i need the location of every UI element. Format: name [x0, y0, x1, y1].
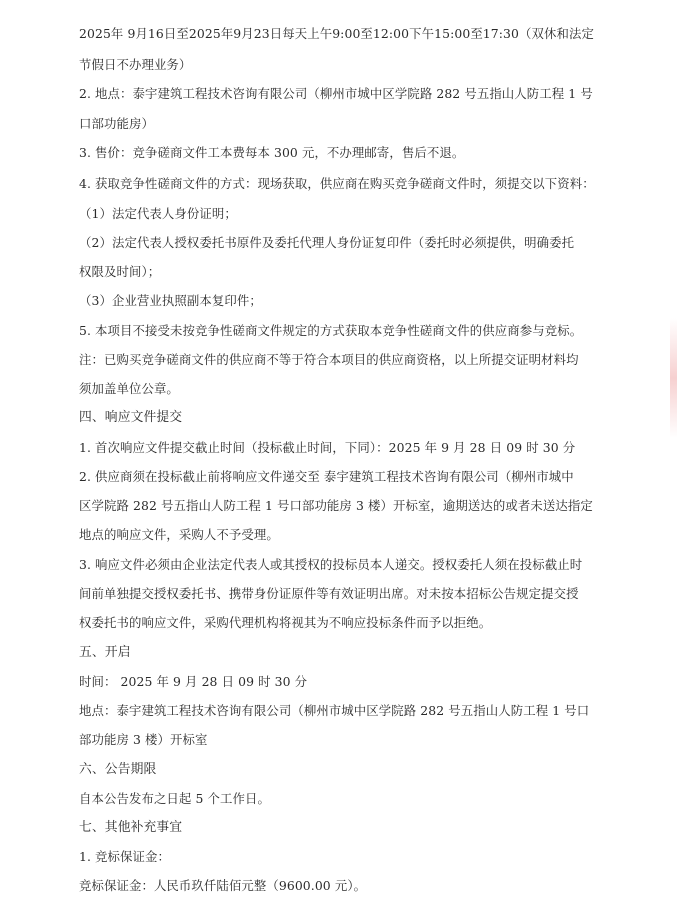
doc-line-6: 4. 获取竞争性磋商文件的方式：现场获取，供应商在购买竞争磋商文件时，须提交以下资料： [79, 176, 595, 191]
doc-line-2: 节假日不办理业务） [79, 57, 192, 72]
doc-line-9: 权限及时间）； [79, 264, 161, 279]
doc-line-4: 口部功能房） [79, 116, 154, 131]
doc-line-10: （3）企业营业执照副本复印件； [79, 293, 262, 308]
doc-line-7: （1）法定代表人身份证明； [79, 206, 237, 221]
doc-line-15: 1. 首次响应文件提交截止时间（投标截止时间，下同）：2025 年 9 月 28 日 09 时 30 分 [79, 440, 576, 455]
doc-line-12: 注：已购买竞争磋商文件的供应商不等于符合本项目的供应商资格，以上所提交证明材料均 [79, 352, 579, 367]
doc-line-17: 区学院路 282 号五指山人防工程 1 号口部功能房 3 楼）开标室，逾期送达的或者未送达指定 [79, 498, 593, 513]
doc-line-27: 自本公告发布之日起 5 个工作日。 [79, 791, 270, 806]
doc-line-1: 2025年 9月16日至2025年9月23日每天上午9:00至12:00下午15:00至17:30（双休和法定 [79, 26, 594, 41]
doc-line-3: 2. 地点：泰宇建筑工程技术咨询有限公司（柳州市城中区学院路 282 号五指山人防工程 1 号 [79, 86, 593, 101]
doc-line-24: 地点：泰宇建筑工程技术咨询有限公司（柳州市城中区学院路 282 号五指山人防工程 1 号口 [79, 703, 590, 718]
doc-line-23: 时间： 2025 年 9 月 28 日 09 时 30 分 [79, 674, 308, 689]
doc-line-11: 5. 本项目不接受未按竞争性磋商文件规定的方式获取本竞争性磋商文件的供应商参与竞标。 [79, 323, 583, 338]
section-heading-5: 五、开启 [79, 645, 131, 660]
doc-line-30: 竞标保证金：人民币玖仟陆佰元整（9600.00 元）。 [79, 878, 367, 893]
doc-line-25: 部功能房 3 楼）开标室 [79, 732, 208, 747]
section-heading-6: 六、公告期限 [79, 762, 157, 777]
doc-line-16: 2. 供应商须在投标截止前将响应文件递交至 泰宇建筑工程技术咨询有限公司（柳州市城中 [79, 469, 574, 484]
doc-line-18: 地点的响应文件，采购人不予受理。 [79, 527, 279, 542]
section-heading-4: 四、响应文件提交 [79, 410, 183, 425]
seal-stamp-edge [670, 318, 677, 438]
section-heading-7: 七、其他补充事宜 [79, 820, 183, 835]
doc-line-19: 3. 响应文件必须由企业法定代表人或其授权的投标员本人递交。授权委托人须在投标截止时 [79, 557, 583, 572]
doc-line-13: 须加盖单位公章。 [79, 381, 179, 396]
doc-line-21: 权委托书的响应文件，采购代理机构将视其为不响应投标条件而予以拒绝。 [79, 615, 492, 630]
doc-line-5: 3. 售价：竞争磋商文件工本费每本 300 元，不办理邮寄，售后不退。 [79, 145, 465, 160]
doc-line-29: 1. 竞标保证金： [79, 849, 171, 864]
doc-line-8: （2）法定代表人授权委托书原件及委托代理人身份证复印件（委托时必须提供，明确委托 [79, 235, 575, 250]
doc-line-20: 间前单独提交授权委托书、携带身份证原件等有效证明出席。对未按本招标公告规定提交授 [79, 586, 579, 601]
